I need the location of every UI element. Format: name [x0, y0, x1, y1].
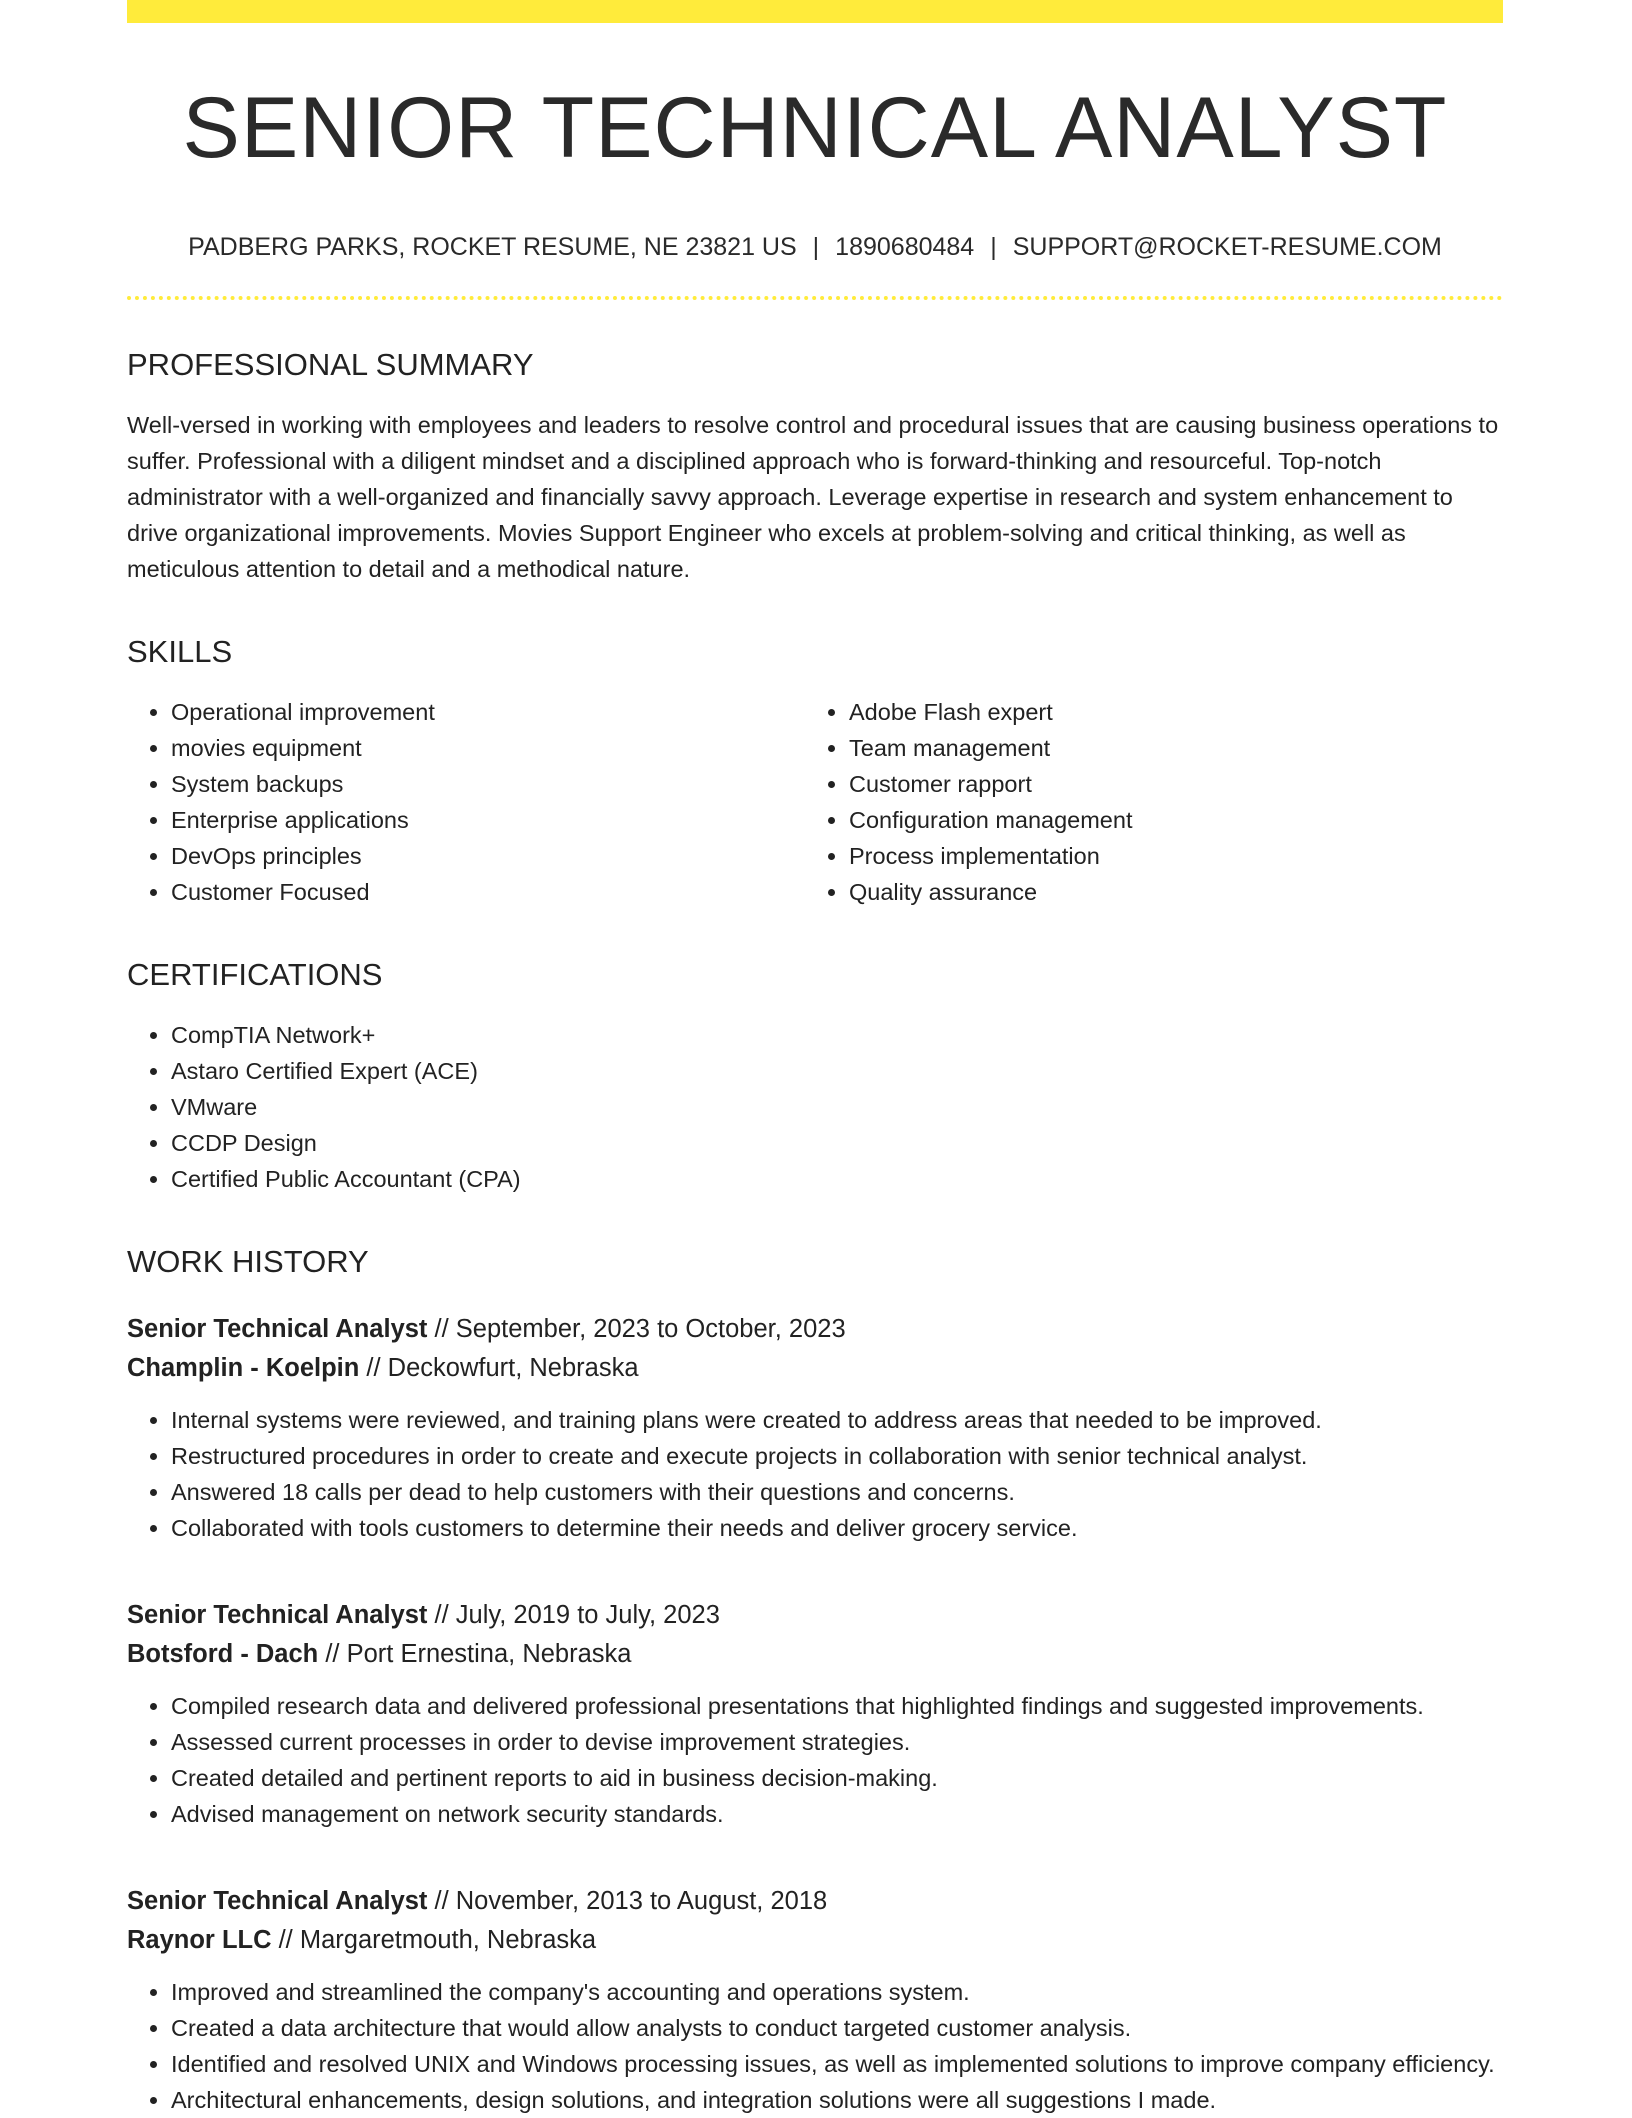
- job-duty-item: • Advised management on network security standards.: [171, 1796, 1503, 1832]
- resume-page: [127, 0, 1503, 2118]
- job-entry: [127, 1596, 1503, 1832]
- job-duty-item: • Internal systems were reviewed, and training plans were created to address areas that needed to be improved.: [171, 1402, 1503, 1438]
- job-duty-item: • Collaborated with tools customers to determine their needs and deliver grocery service.: [171, 1510, 1503, 1546]
- contact-email[interactable]: SUPPORT@ROCKET-RESUME.COM: [1012, 232, 1442, 261]
- job-dates: // November, 2013 to August, 2018: [427, 1887, 828, 1916]
- job-entry: [127, 1310, 1503, 1546]
- skills-grid: [127, 694, 1503, 910]
- skill-item: • Operational improvement: [171, 694, 805, 730]
- job-company-line: [127, 1635, 1503, 1674]
- job-company-line: [127, 1349, 1503, 1388]
- job-duties-list: [127, 1402, 1503, 1546]
- work-history-section: [127, 1243, 1503, 2118]
- job-duty-item: • Compiled research data and delivered professional presentations that highlighted findings and suggested improvements.: [171, 1688, 1503, 1724]
- skill-item: • Process implementation: [849, 838, 1483, 874]
- skills-section: [127, 633, 1503, 910]
- certification-item: • Certified Public Accountant (CPA): [171, 1161, 1503, 1197]
- skill-item: • Team management: [849, 730, 1483, 766]
- skills-list-right: [805, 694, 1483, 910]
- contact-phone[interactable]: 1890680484: [835, 232, 975, 261]
- job-duty-item: • Assessed current processes in order to devise improvement strategies.: [171, 1724, 1503, 1760]
- job-entry: [127, 1882, 1503, 2118]
- skills-list-left: [127, 694, 805, 910]
- contact-address: PADBERG PARKS, ROCKET RESUME, NE 23821 US: [188, 232, 797, 261]
- job-duty-item: • Architectural enhancements, design solutions, and integration solutions were all suggestions I made.: [171, 2082, 1503, 2118]
- skill-item: • System backups: [171, 766, 805, 802]
- job-company: Champlin - Koelpin: [127, 1354, 360, 1383]
- job-dates: // July, 2019 to July, 2023: [427, 1601, 720, 1630]
- section-heading-work-history: WORK HISTORY: [127, 1244, 369, 1280]
- skill-item: • movies equipment: [171, 730, 805, 766]
- job-company-line: [127, 1921, 1503, 1960]
- section-heading-certifications: CERTIFICATIONS: [127, 956, 383, 992]
- job-location: // Margaretmouth, Nebraska: [271, 1926, 597, 1955]
- job-duty-item: • Restructured procedures in order to create and execute projects in collaboration with senior technical analyst.: [171, 1438, 1503, 1474]
- skill-item: • DevOps principles: [171, 838, 805, 874]
- header-divider: [127, 296, 1503, 300]
- job-duty-item: • Improved and streamlined the company's accounting and operations system.: [171, 1974, 1503, 2010]
- job-title-line: [127, 1596, 1503, 1635]
- certification-item: • Astaro Certified Expert (ACE): [171, 1053, 1503, 1089]
- skill-item: • Adobe Flash expert: [849, 694, 1483, 730]
- contact-separator: |: [812, 232, 820, 261]
- job-duty-item: • Created a data architecture that would allow analysts to conduct targeted customer analysis.: [171, 2010, 1503, 2046]
- contact-separator: |: [990, 232, 997, 261]
- job-dates: // September, 2023 to October, 2023: [427, 1315, 846, 1344]
- certifications-list: [127, 1017, 1503, 1197]
- resume-title: SENIOR TECHNICAL ANALYST: [182, 80, 1448, 176]
- job-duty-item: • Created detailed and pertinent reports to aid in business decision-making.: [171, 1760, 1503, 1796]
- summary-text: Well-versed in working with employees and leaders to resolve control and procedural issues that are causing business operations to suffer. Professional with a diligent mindset and a disciplined approach who is forward-thinking and resourceful. Top-notch administrator with a well-organized and financially savvy approach. Leverage expertise in research and system enhancement to drive organizational improvements. Movies Support Engineer who excels at problem-solving and critical thinking, as well as meticulous attention to detail and a methodical nature.: [127, 411, 1499, 582]
- skill-item: • Customer rapport: [849, 766, 1483, 802]
- contact-line: [127, 232, 1503, 262]
- job-duties-list: [127, 1688, 1503, 1832]
- skill-item: • Quality assurance: [849, 874, 1483, 910]
- section-heading-skills: SKILLS: [127, 633, 233, 669]
- job-title-line: [127, 1310, 1503, 1349]
- job-title: Senior Technical Analyst: [127, 1887, 428, 1916]
- job-company: Raynor LLC: [127, 1926, 272, 1955]
- skill-item: • Customer Focused: [171, 874, 805, 910]
- certifications-section: [127, 956, 1503, 1197]
- job-duties-list: [127, 1974, 1503, 2118]
- accent-top-bar: [127, 0, 1503, 23]
- job-title-line: [127, 1882, 1503, 1921]
- job-title: Senior Technical Analyst: [127, 1601, 428, 1630]
- job-location: // Deckowfurt, Nebraska: [359, 1354, 639, 1383]
- skill-item: • Configuration management: [849, 802, 1483, 838]
- job-location: // Port Ernestina, Nebraska: [318, 1640, 632, 1669]
- job-duty-item: • Answered 18 calls per dead to help customers with their questions and concerns.: [171, 1474, 1503, 1510]
- skill-item: • Enterprise applications: [171, 802, 805, 838]
- section-heading-summary: PROFESSIONAL SUMMARY: [127, 346, 534, 382]
- certification-item: • CompTIA Network+: [171, 1017, 1503, 1053]
- job-duty-item: • Identified and resolved UNIX and Windows processing issues, as well as implemented solutions to improve company efficiency.: [171, 2046, 1503, 2082]
- job-company: Botsford - Dach: [127, 1640, 319, 1669]
- job-title: Senior Technical Analyst: [127, 1315, 428, 1344]
- certification-item: • VMware: [171, 1089, 1503, 1125]
- certification-item: • CCDP Design: [171, 1125, 1503, 1161]
- professional-summary-section: [127, 346, 1503, 587]
